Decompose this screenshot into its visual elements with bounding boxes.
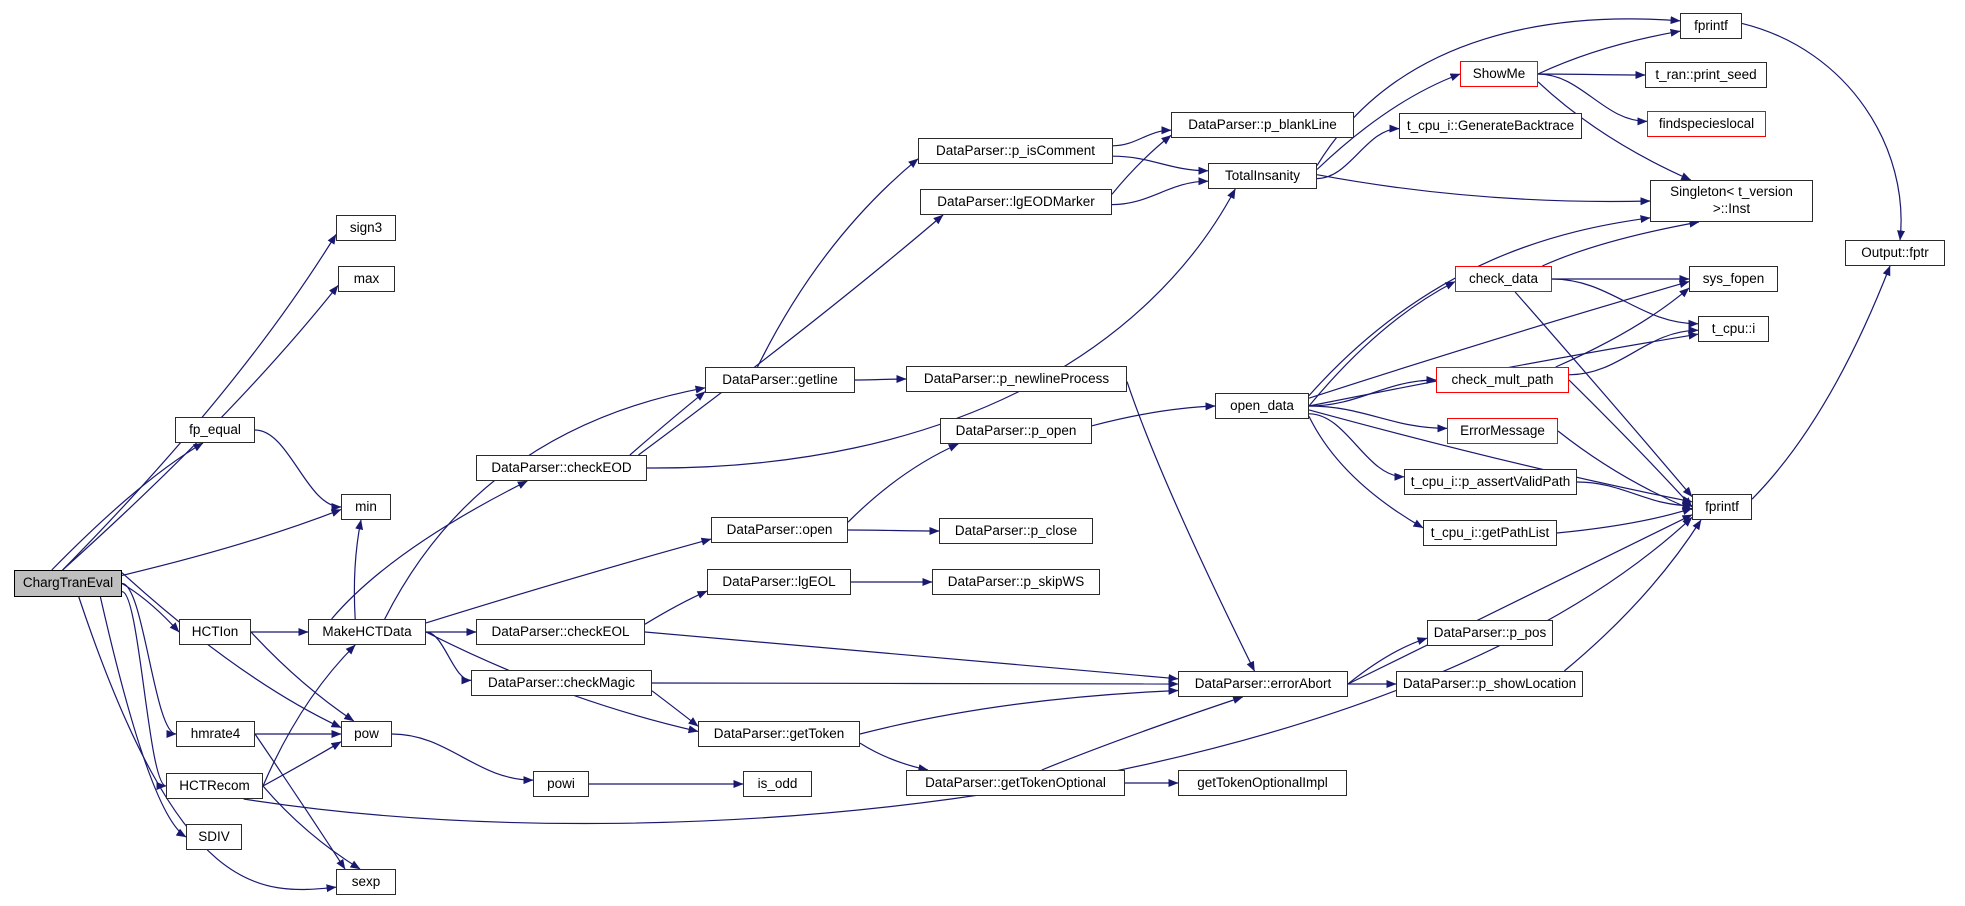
graph-node-eab[interactable] — [1178, 671, 1348, 697]
graph-node-label: DataParser::p_open — [955, 422, 1077, 438]
graph-node-max[interactable] — [338, 266, 395, 292]
graph-node-label: max — [353, 270, 380, 286]
graph-node-label: TotalInsanity — [1224, 167, 1301, 183]
graph-node-hct[interactable] — [179, 619, 251, 645]
graph-node-label: ErrorMessage — [1460, 422, 1545, 438]
graph-node-label: DataParser::p_blankLine — [1188, 116, 1337, 132]
call-edge-gtok-gto — [860, 743, 928, 770]
graph-node-label: DataParser::p_isComment — [935, 142, 1096, 158]
call-edge-dpo-pop — [848, 444, 958, 522]
graph-node-label: sign3 — [349, 219, 383, 235]
call-edge-mk-cmag — [426, 632, 471, 680]
call-edge-mk-gl — [385, 388, 705, 619]
graph-node-gpl[interactable] — [1423, 520, 1557, 546]
graph-node-label: DataParser::p_close — [954, 522, 1078, 538]
graph-node-label: DataParser::p_skipWS — [947, 573, 1085, 589]
graph-node-erm[interactable] — [1447, 418, 1558, 444]
graph-node-label: SDIV — [198, 828, 230, 844]
graph-node-label: hmrate4 — [190, 725, 241, 741]
graph-node-dpo[interactable] — [711, 517, 848, 543]
call-edge-fp2-ofp — [1752, 266, 1890, 499]
call-edge-gtok-eab — [860, 691, 1178, 735]
call-edge-psl-fp2 — [1564, 520, 1701, 671]
call-edge-pow-powi — [392, 734, 533, 780]
graph-node-lgeol[interactable] — [707, 569, 851, 595]
call-edge-gl-pic — [758, 159, 919, 367]
call-edge-gl-pnl — [855, 379, 906, 380]
graph-node-label-line2: >::Inst — [1712, 201, 1751, 216]
call-edge-tins-sing — [1317, 175, 1650, 202]
call-edge-hcr-sexp — [263, 786, 360, 869]
graph-node-sing[interactable] — [1650, 180, 1813, 222]
call-edge-shm-prs — [1538, 74, 1645, 75]
graph-node-label: fprintf — [1705, 498, 1739, 514]
graph-node-label: check_data — [1468, 270, 1539, 286]
graph-node-label: check_mult_path — [1451, 371, 1554, 387]
graph-node-label: DataParser::lgEODMarker — [937, 193, 1095, 209]
graph-node-label: DataParser::getToken — [713, 725, 845, 741]
graph-node-label: t_cpu_i::getPathList — [1430, 524, 1550, 540]
graph-node-isodd[interactable] — [743, 771, 812, 797]
call-edge-pnl-eab — [1127, 382, 1255, 671]
graph-node-gbt[interactable] — [1399, 113, 1582, 139]
graph-node-pcl[interactable] — [939, 518, 1093, 544]
call-edge-pic-tins — [1113, 156, 1208, 171]
graph-node-label: fp_equal — [189, 421, 241, 437]
graph-node-label: DataParser::checkEOD — [491, 459, 632, 475]
graph-node-label: DataParser::errorAbort — [1194, 675, 1332, 691]
graph-node-pop[interactable] — [940, 418, 1092, 444]
graph-node-label: pow — [354, 725, 379, 741]
call-edge-gto-eab — [1042, 697, 1243, 770]
graph-node-fp2[interactable] — [1692, 494, 1752, 520]
graph-node-label: t_cpu::i — [1711, 320, 1756, 336]
call-edge-cda-fp2 — [1515, 292, 1692, 497]
call-edge-ceol-lgeol — [645, 591, 707, 624]
graph-node-tins[interactable] — [1208, 163, 1317, 189]
graph-node-pic[interactable] — [918, 138, 1113, 164]
graph-node-pnl[interactable] — [906, 366, 1127, 392]
graph-node-label: DataParser::getline — [722, 371, 838, 387]
call-edge-gpl-fp2 — [1557, 508, 1692, 533]
graph-node-label: DataParser::p_pos — [1433, 624, 1547, 640]
call-edge-cmp-fp2 — [1569, 380, 1692, 507]
graph-node-pow[interactable] — [341, 721, 392, 747]
graph-node-hcr[interactable] — [166, 773, 263, 799]
call-edge-mk-min — [354, 520, 361, 619]
call-edge-lgeod-pbl — [1112, 135, 1171, 194]
graph-node-sdiv[interactable] — [186, 824, 242, 850]
graph-node-gtok[interactable] — [698, 721, 860, 747]
call-edge-oda-erm — [1309, 406, 1447, 428]
call-edge-lgeod-tins — [1112, 181, 1208, 204]
graph-node-ct[interactable] — [14, 570, 122, 597]
call-edge-ct-min — [122, 510, 341, 576]
graph-node-pbl[interactable] — [1171, 112, 1354, 138]
call-edge-ceol-eab — [645, 632, 1178, 679]
graph-node-sign3[interactable] — [336, 215, 396, 241]
graph-node-label: DataParser::p_newlineProcess — [923, 370, 1110, 386]
graph-node-ceol[interactable] — [476, 619, 645, 645]
graph-node-label: DataParser::p_showLocation — [1402, 675, 1577, 691]
call-edge-dpo-pcl — [848, 530, 939, 531]
call-edge-cda-sing — [1542, 222, 1699, 266]
call-edge-ct-pow — [122, 573, 341, 728]
call-edge-oda-cda — [1309, 282, 1455, 406]
graph-node-label: is_odd — [757, 775, 798, 791]
graph-node-sexp[interactable] — [336, 869, 396, 895]
graph-node-cmp[interactable] — [1436, 367, 1569, 393]
graph-node-ppos[interactable] — [1427, 620, 1553, 646]
graph-node-label: sexp — [351, 873, 381, 889]
graph-node-label: t_cpu_i::p_assertValidPath — [1410, 473, 1571, 489]
call-edge-ceod-lgeod — [638, 215, 943, 455]
graph-node-oda[interactable] — [1215, 393, 1309, 419]
graph-node-label: DataParser::checkMagic — [487, 674, 636, 690]
call-edge-ceod-gl — [630, 392, 705, 455]
graph-node-label: open_data — [1230, 397, 1294, 413]
graph-node-gtoi[interactable] — [1178, 770, 1347, 796]
graph-node-psw[interactable] — [932, 569, 1100, 595]
graph-node-fp1[interactable] — [1680, 13, 1742, 39]
graph-node-prs[interactable] — [1645, 62, 1767, 88]
graph-node-label: getTokenOptionalImpl — [1197, 774, 1328, 790]
graph-node-ceod[interactable] — [476, 455, 647, 481]
graph-node-label: Singleton< t_version — [1670, 184, 1793, 200]
graph-node-label: DataParser::getTokenOptional — [925, 774, 1106, 790]
call-edge-hcr-mk — [263, 645, 355, 786]
graph-node-powi[interactable] — [533, 771, 589, 797]
graph-node-gl[interactable] — [705, 367, 855, 393]
graph-node-pav[interactable] — [1404, 469, 1577, 495]
graph-node-label: powi — [547, 775, 575, 791]
graph-node-label: fprintf — [1694, 17, 1728, 33]
graph-node-label: t_cpu_i::GenerateBacktrace — [1406, 117, 1575, 133]
call-edge-hm4-sexp — [255, 734, 345, 869]
call-edge-tins-fp1 — [1317, 19, 1680, 166]
graph-node-label: DataParser::checkEOL — [491, 623, 630, 639]
graph-node-label: DataParser::lgEOL — [722, 573, 836, 589]
call-edge-cmag-eab — [652, 683, 1178, 684]
graph-node-sfo[interactable] — [1689, 266, 1778, 292]
graph-node-mk[interactable] — [308, 619, 426, 645]
graph-node-label: t_ran::print_seed — [1655, 66, 1757, 82]
graph-node-shm[interactable] — [1460, 61, 1538, 87]
graph-node-label: findspecieslocal — [1658, 115, 1755, 131]
call-edge-fpe-min — [255, 430, 341, 507]
graph-node-fpe[interactable] — [175, 417, 255, 443]
graph-node-label: min — [355, 498, 377, 514]
call-edge-cmag-gtok — [652, 691, 698, 726]
graph-node-lgeod[interactable] — [920, 189, 1112, 215]
graph-node-label: Output::fptr — [1861, 244, 1929, 260]
graph-node-min[interactable] — [341, 494, 391, 520]
graph-node-ofp[interactable] — [1845, 240, 1945, 266]
graph-node-label: sys_fopen — [1702, 270, 1765, 286]
graph-node-psl[interactable] — [1396, 671, 1583, 697]
graph-node-label: HCTRecom — [179, 777, 250, 793]
graph-node-fsl[interactable] — [1647, 111, 1766, 137]
graph-node-label: ShowMe — [1472, 65, 1526, 81]
graph-node-label: ChargTranEval — [22, 575, 114, 591]
graph-node-cmag[interactable] — [471, 670, 652, 696]
call-edge-pop-oda — [1092, 406, 1215, 426]
graph-node-label: DataParser::open — [726, 521, 833, 537]
call-edge-pic-pbl — [1113, 130, 1171, 146]
graph-node-cda[interactable] — [1455, 266, 1552, 292]
graph-node-tci[interactable] — [1698, 316, 1769, 342]
call-edge-ct-fpe — [52, 443, 203, 570]
graph-node-hm4[interactable] — [176, 721, 255, 747]
graph-node-label: HCTIon — [191, 623, 239, 639]
graph-node-label: MakeHCTData — [322, 623, 412, 639]
graph-node-gto[interactable] — [906, 770, 1125, 796]
